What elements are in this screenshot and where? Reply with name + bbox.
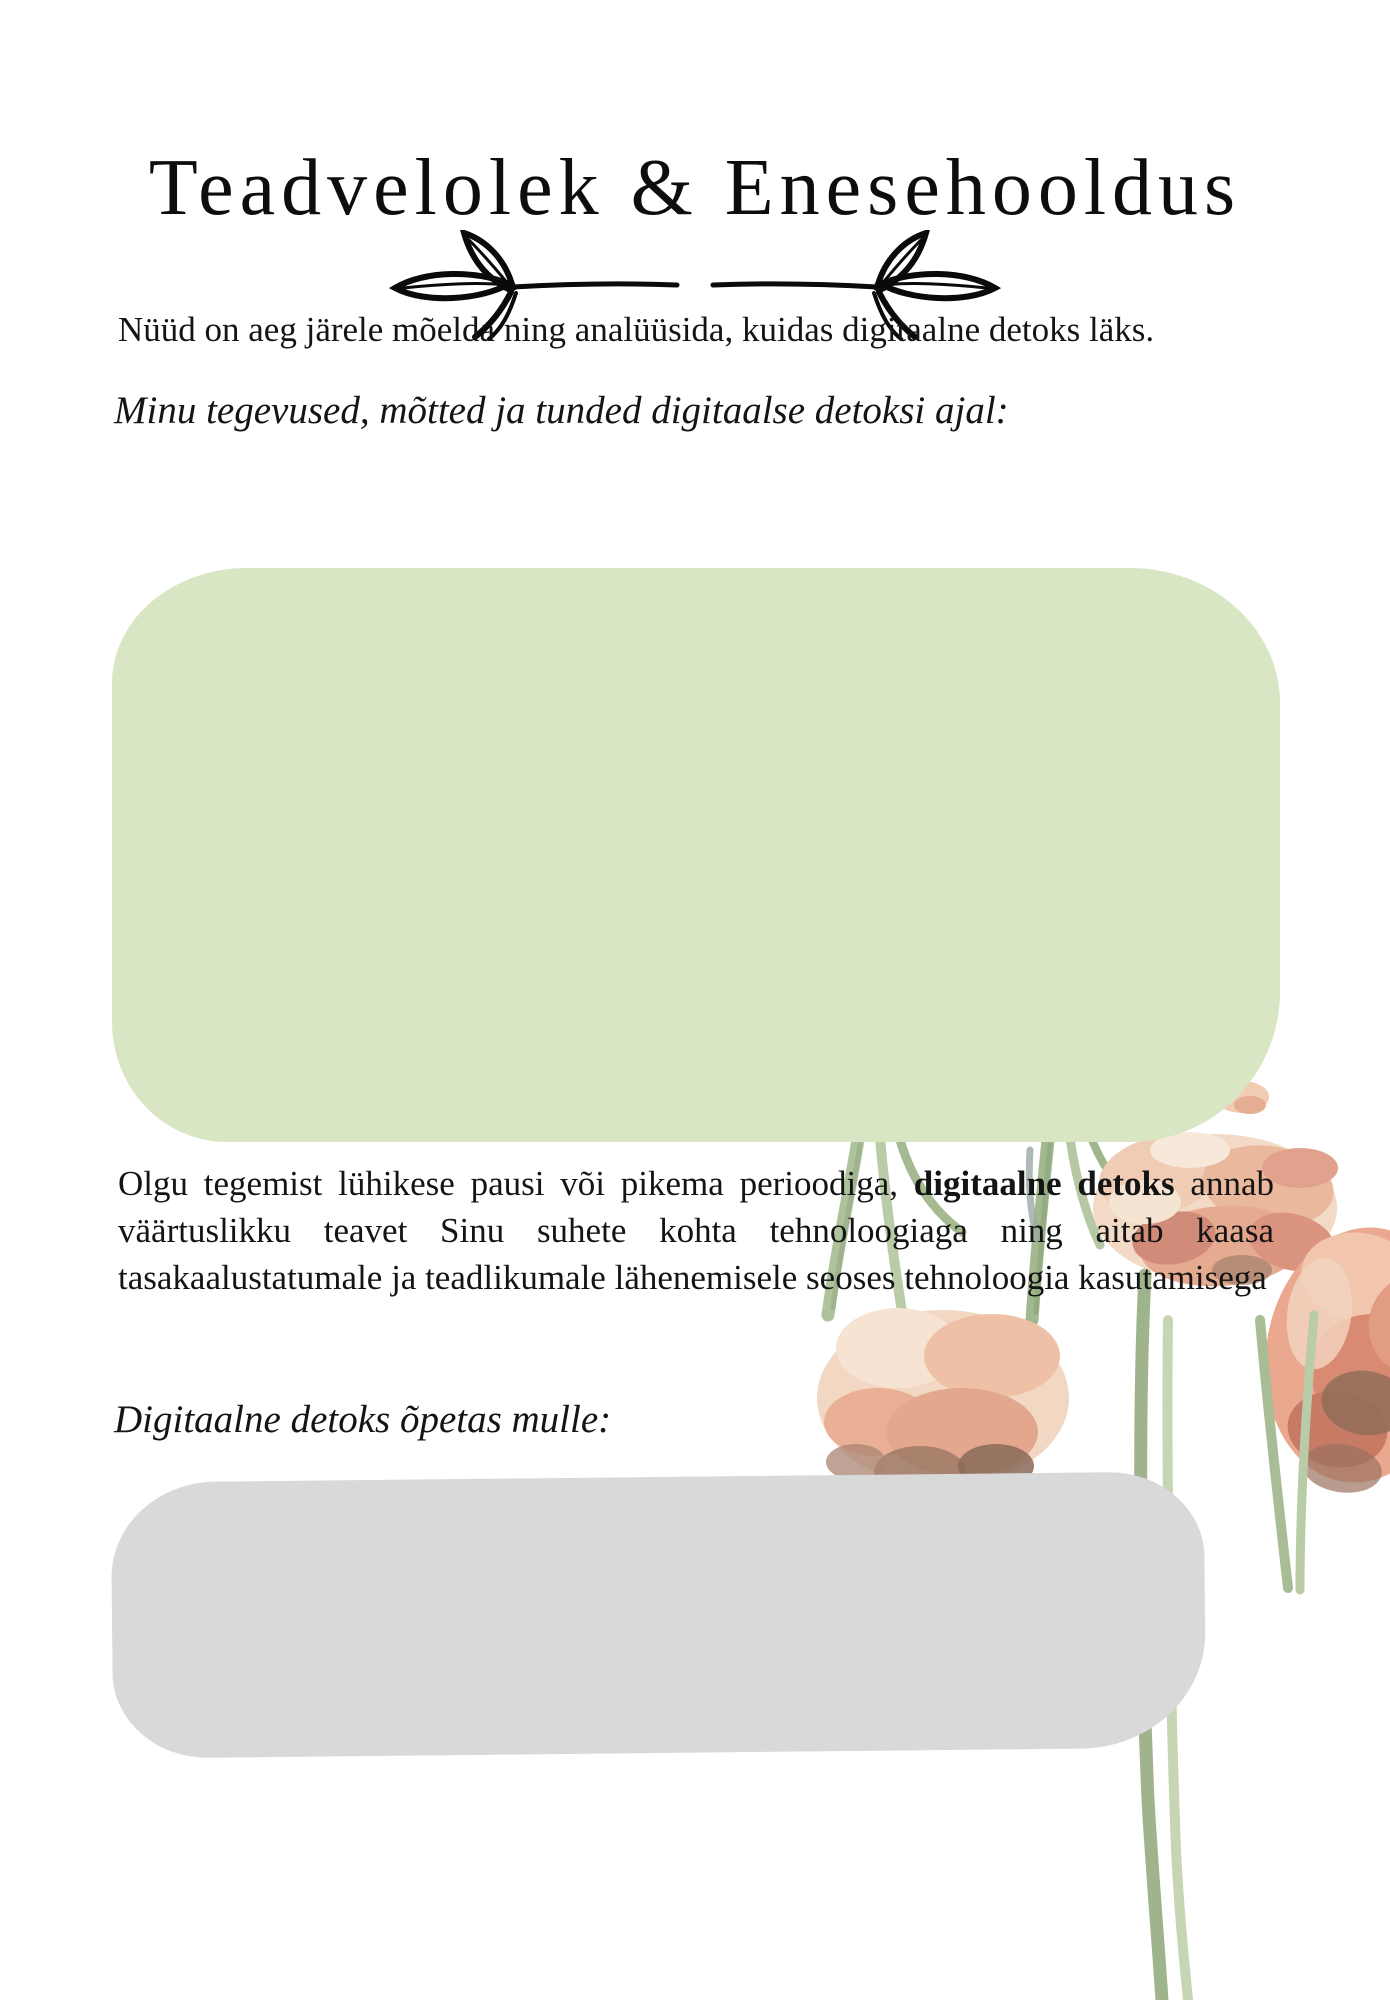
detox-paragraph <box>118 1160 1274 1301</box>
green-writing-area <box>112 568 1280 1142</box>
prompt-activities: Minu tegevused, mõtted ja tunded digitaalse detoksi ajal: <box>114 389 1009 432</box>
detox-paragraph-start: Olgu tegemist lühikese pausi või pikema perioodiga, <box>118 1164 914 1203</box>
prompt-learned: Digitaalne detoks õpetas mulle: <box>114 1398 612 1441</box>
detox-paragraph-bold: digitaalne detoks <box>913 1164 1175 1203</box>
intro-paragraph: Nüüd on aeg järele mõelda ning analüüsida, kuidas digitaalne detoks läks. <box>118 310 1155 349</box>
detox-paragraph-end: annab väärtuslikku teavet Sinu suhete kohta tehnoloogiaga ning aitab kaasa tasakaalustatumale ja teadlikumale lähenemisele seoses tehnoloogia kasutamisega <box>118 1164 1274 1297</box>
gray-writing-area <box>111 1471 1207 1758</box>
page-title: Teadvelolek & Enesehooldus <box>148 144 1242 232</box>
